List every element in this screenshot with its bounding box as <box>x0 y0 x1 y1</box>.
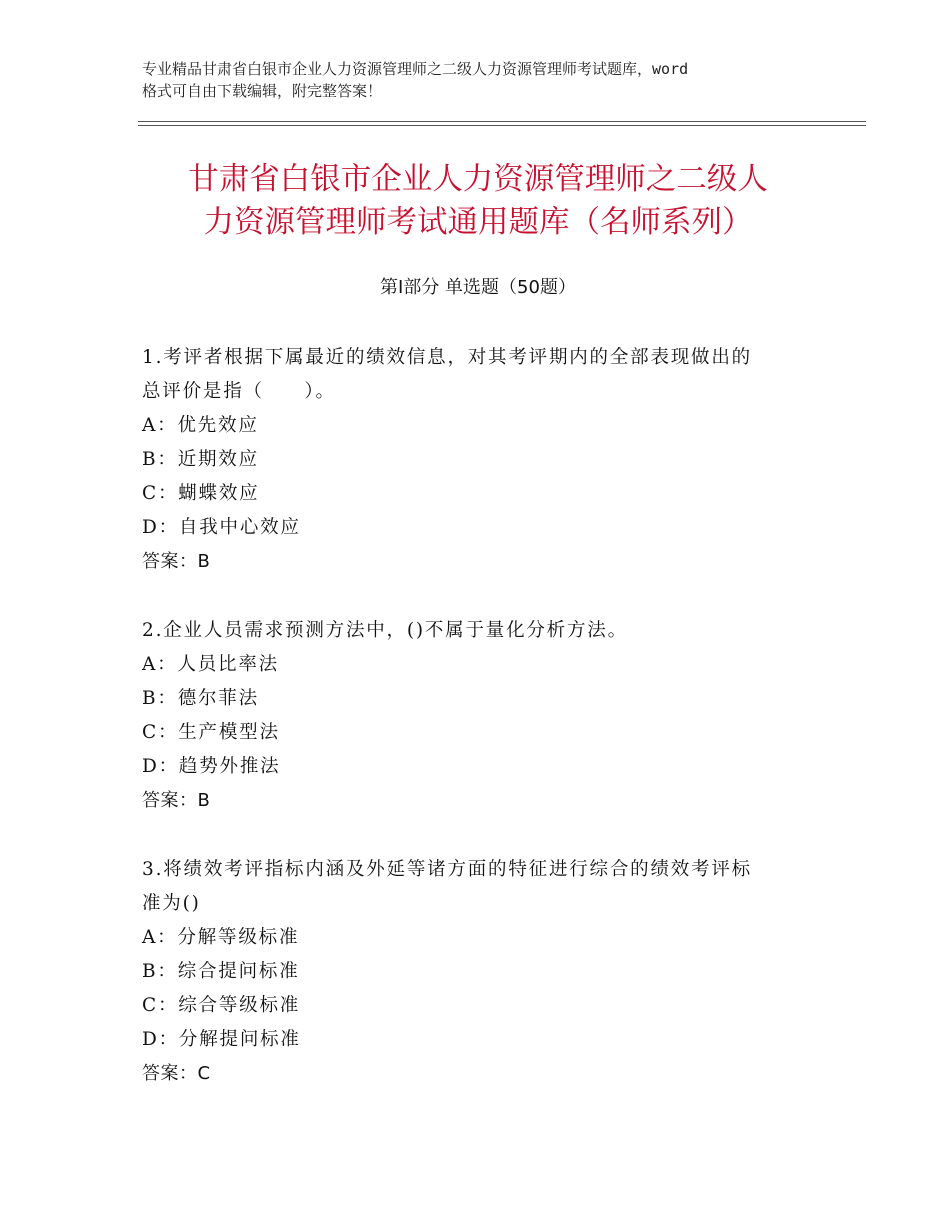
question-3-option-a: A：分解等级标准 <box>142 927 300 948</box>
question-1-answer: 答案：B <box>142 551 211 572</box>
question-3-stem-line1: 3.将绩效考评指标内涵及外延等诸方面的特征进行综合的绩效考评标 <box>142 859 752 880</box>
question-2-stem-line1: 2.企业人员需求预测方法中，()不属于量化分析方法。 <box>142 620 628 641</box>
question-1-option-d: D：自我中心效应 <box>142 517 301 538</box>
document-title-line2: 力资源管理师考试通用题库（名师系列） <box>203 205 753 240</box>
question-1-option-b: B：近期效应 <box>142 449 259 470</box>
question-2-option-d: D：趋势外推法 <box>142 756 281 777</box>
question-1-stem-line1: 1.考评者根据下属最近的绩效信息，对其考评期内的全部表现做出的 <box>142 347 752 368</box>
question-3-option-b: B：综合提问标准 <box>142 961 300 982</box>
question-2-option-b: B：德尔菲法 <box>142 688 259 709</box>
question-3-option-c: C：综合等级标准 <box>142 995 301 1016</box>
question-1-option-a: A：优先效应 <box>142 415 259 436</box>
question-3-stem-line2: 准为() <box>142 893 201 914</box>
header-divider-top <box>138 121 866 122</box>
header-divider-bottom <box>138 125 866 126</box>
section-title: 第Ⅰ部分 单选题（50题） <box>380 277 576 298</box>
question-2-option-c: C：生产模型法 <box>142 722 280 743</box>
question-1-stem-line2: 总评价是指（ ）。 <box>142 381 336 402</box>
question-3-answer: 答案：C <box>142 1063 211 1084</box>
document-title <box>138 158 818 244</box>
header-note <box>142 58 832 102</box>
header-note-line2: 格式可自由下载编辑，附完整答案！ <box>142 82 383 100</box>
header-note-line1: 专业精品甘肃省白银市企业人力资源管理师之二级人力资源管理师考试题库，word <box>142 60 689 78</box>
question-1-option-c: C：蝴蝶效应 <box>142 483 260 504</box>
question-2-option-a: A：人员比率法 <box>142 654 279 675</box>
question-2-answer: 答案：B <box>142 790 211 811</box>
question-3-option-d: D：分解提问标准 <box>142 1029 301 1050</box>
document-title-line1: 甘肃省白银市企业人力资源管理师之二级人 <box>188 162 768 197</box>
